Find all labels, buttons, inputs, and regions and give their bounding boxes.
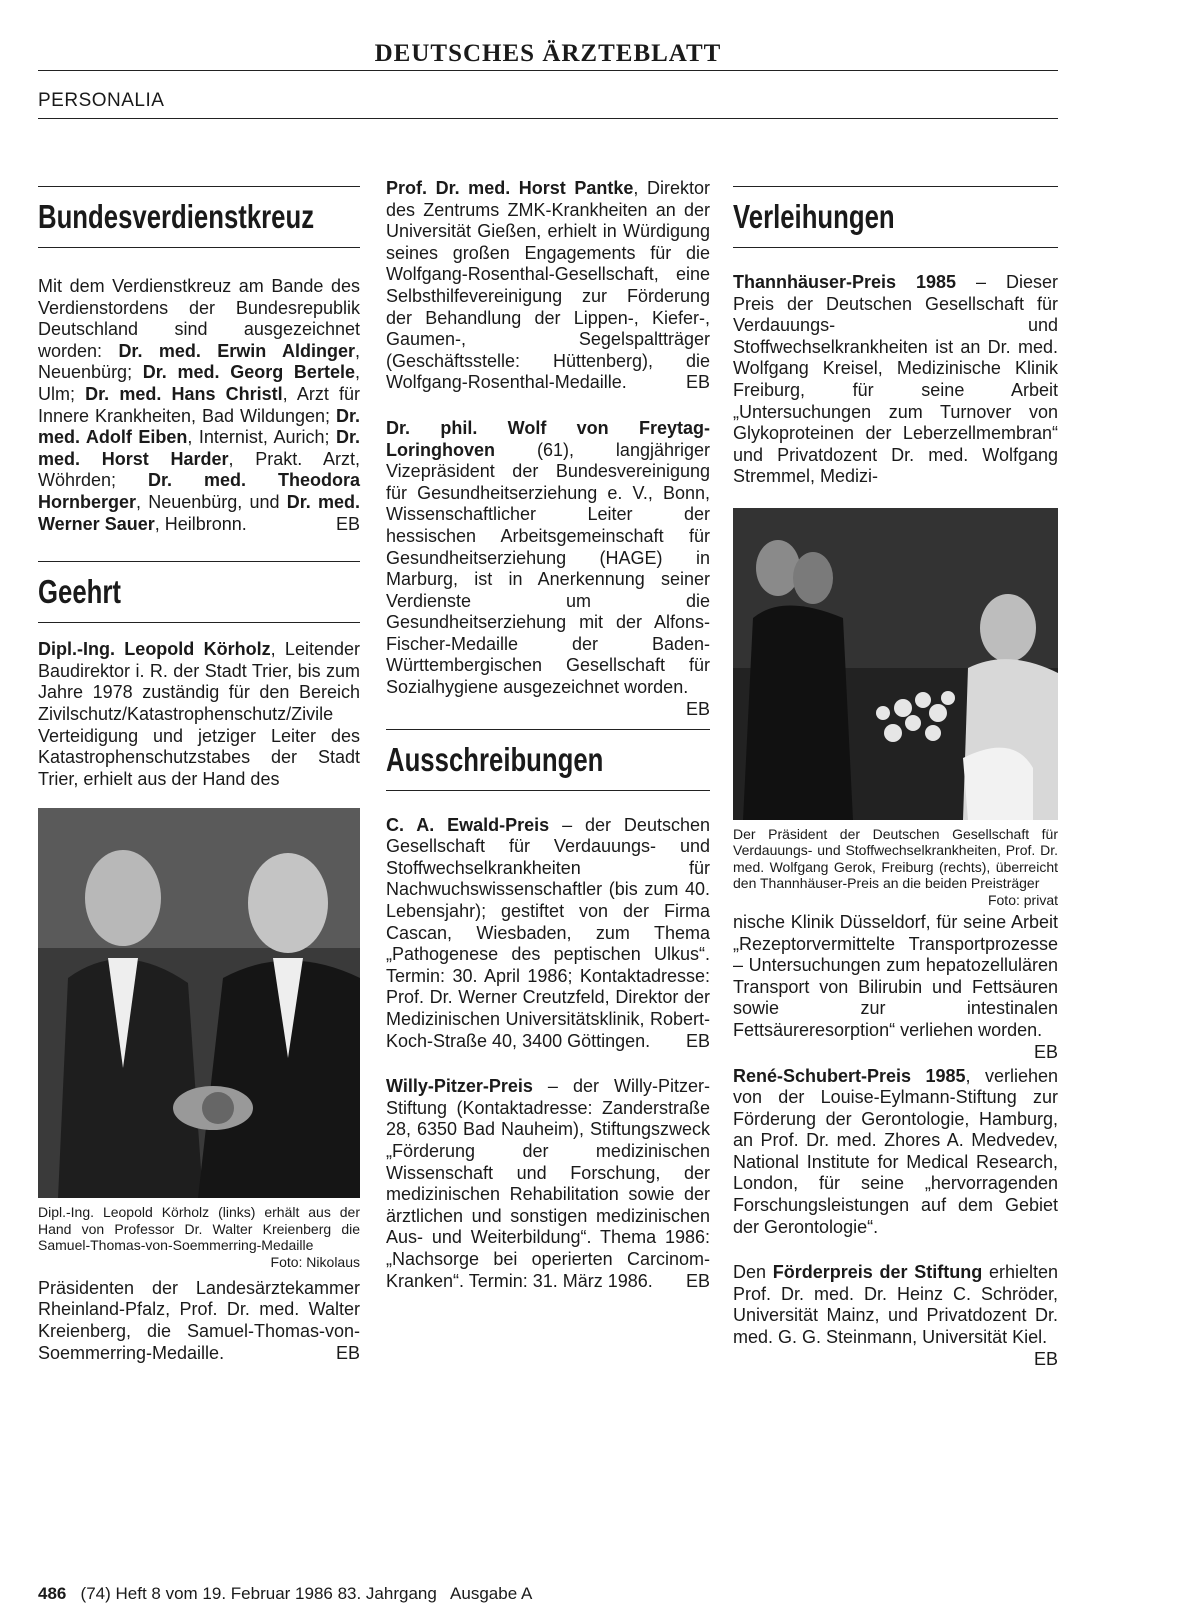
- body-text: Mit dem Verdienstkreuz am Bande des Verdienstordens der Bundesrepublik Deutschland sind ausgezeichnet worden:: [38, 276, 360, 361]
- article-rene-schubert-preis: [733, 1066, 1058, 1239]
- body-text: , Neuenbürg, und: [136, 491, 287, 512]
- body-text: , Arzt für Innere Krankheiten, Bad Wildungen;: [38, 383, 360, 426]
- body-text: , Neuenbürg;: [38, 340, 360, 383]
- caption-text: Der Präsident der Deutschen Gesellschaft für Verdauungs- und Stoffwechselkrankheiten, Prof. Dr. med. Wolfgang Gerok, Freiburg (rechts), überreicht den Thannhäuser-Preis an die beiden Preisträger: [733, 825, 1058, 892]
- body-text: , Leitender Baudirektor i. R. der Stadt Trier, bis zum Jahre 1978 zuständig für den Bereich Zivilschutz/Katastrophenschutz/Zivile Verteidigung und jetziger Leiter des Katastrophenschutzstabes der Stadt Trier, erhielt aus der Hand des: [38, 639, 360, 789]
- body-text: (61), langjähriger Vizepräsident der Bundesvereinigung für Gesundheitserziehung e. V., Bonn, Wissenschaftlicher Leiter der hessischen Arbeitsgemeinschaft für Gesundheitserziehung (HAGE) in Marburg, ist in Anerkennung seiner Verdienste um die Gesundheitserziehung mit der Alfons-Fischer-Medaille der Baden-Württembergischen Gesellschaft für Sozialhygiene ausgezeichnet worden.: [386, 439, 710, 698]
- name-highlight: Dr. med. Horst Harder: [38, 427, 360, 469]
- name-highlight: Dr. med. Theodora Hornberger: [38, 470, 360, 512]
- body-text: erhielten Prof. Dr. med. Dr. Heinz C. Schröder, Universität Mainz, und Privatdozent Dr. med. G. G. Steinmann, Universität Kiel.: [733, 1262, 1058, 1348]
- photo-credit: Foto: Nikolaus: [270, 1253, 360, 1270]
- heading-ausschreibungen: Ausschreibungen: [386, 740, 604, 778]
- name-highlight: Dr. med. Georg Bertele: [142, 362, 355, 383]
- body-text: Präsidenten der Landesärztekammer Rheinland-Pfalz, Prof. Dr. med. Walter Kreienberg, die Samuel-Thomas-von-Soemmerring-Medaille.: [38, 1277, 360, 1363]
- issue-info: (74) Heft 8 vom 19. Februar 1986 83. Jahrgang Ausgabe A: [71, 1584, 533, 1603]
- heading-verleihungen: Verleihungen: [733, 198, 895, 235]
- name-highlight: Prof. Dr. med. Horst Pantke: [386, 178, 634, 198]
- photo-koerholz: [38, 808, 360, 1198]
- name-highlight: Dr. phil. Wolf von Freytag-Loringhoven: [386, 417, 710, 460]
- photo-caption-thannhaeuser: [733, 825, 1058, 908]
- name-highlight: Dr. med. Erwin Aldinger: [118, 340, 355, 361]
- body-text: nische Klinik Düsseldorf, für seine Arbeit „Rezeptorvermittelte Transportprozesse – Untersuchungen zum hepatozellulären Transport von Bilirubin und Fettsäuren sowie zur intestinalen Fettsäureresorption“ verliehen worden.: [733, 911, 1058, 1040]
- masthead-rule: [38, 70, 1058, 71]
- body-text: , Internist, Aurich;: [187, 427, 336, 448]
- page-footer: [38, 1584, 532, 1604]
- page-number: 486: [38, 1584, 67, 1603]
- article-koerholz-cont: [38, 1278, 360, 1364]
- body-text: – der Willy-Pitzer-Stiftung (Kontaktadresse: Zanderstraße 28, 6350 Bad Nauheim), Stiftungszweck „Förderung der medizinischen Wissenschaft und Forschung, der medizinischen Rehabilitation sowie der ärztlichen und sonstigen medizinischen Aus- und Weiterbildung“. Thema 1986: „Nachsorge bei operierten Carcinom-Kranken“. Termin: 31. März 1986.: [386, 1076, 710, 1291]
- author-sign: EB: [685, 372, 710, 393]
- name-highlight: Dr. med. Adolf Eiben: [38, 405, 360, 448]
- article-thannhaeuser-cont: [733, 911, 1058, 1062]
- name-highlight: Dr. med. Werner Sauer: [38, 491, 361, 534]
- section-label: PERSONALIA: [38, 90, 165, 111]
- body-text: Den: [733, 1262, 773, 1283]
- article-koerholz: [38, 639, 360, 790]
- caption-text: Dipl.-Ing. Leopold Körholz (links) erhält aus der Hand von Professor Dr. Walter Kreienberg die Samuel-Thomas-von-Soemmerring-Medaille: [38, 1204, 360, 1254]
- body-text: , Ulm;: [38, 362, 360, 404]
- body-text: – der Deutschen Gesellschaft für Verdauungs- und Stoffwechselkrankheiten für Nachwuchswissenschaftler (bis zum 40. Lebensjahr); gestiftet von der Firma Cascan, Wiesbaden, zum Thema „Pathogenese des peptischen Ulkus“. Termin: 30. April 1986; Kontaktadresse: Prof. Dr. Werner Creutzfeld, Direktor der Medizinischen Universitätsklinik, Robert-Koch-Straße 40, 3400 Göttingen.: [386, 814, 710, 1051]
- heading-geehrt: Geehrt: [38, 573, 121, 611]
- author-sign: EB: [1033, 1348, 1058, 1369]
- author-sign: EB: [335, 513, 360, 534]
- body-text: , Prakt. Arzt, Wöhrden;: [38, 448, 361, 491]
- column-1: [38, 186, 360, 1364]
- article-foerderpreis: [733, 1262, 1058, 1369]
- name-highlight: Willy-Pitzer-Preis: [386, 1076, 533, 1097]
- name-highlight: Dr. med. Hans Christl: [85, 383, 283, 404]
- body-text: , Direktor des Zentrums ZMK-Krankheiten an der Universität Gießen, erhielt in Würdigung seines großen Engagements für die Wolfgang-Rosenthal-Gesellschaft, eine Selbsthilfevereinigung zur Förderung der Behandlung der Lippen-, Kiefer-, Gaumen-, Segelspaltträger (Geschäftsstelle: Hüttenberg), die Wolfgang-Rosenthal-Medaille.: [386, 178, 711, 393]
- body-text: – Dieser Preis der Deutschen Gesellschaft für Verdauungs- und Stoffwechselkrankheiten ist an Dr. med. Wolfgang Kreisel, Medizinische Klinik Freiburg, für seine Arbeit „Untersuchungen zum Turnover von Glykoproteinen der Leberzellmembran“ und Privatdozent Dr. med. Wolfgang Stremmel, Medizi-: [733, 272, 1059, 487]
- article-freytag-loringhoven: [386, 417, 710, 719]
- author-sign: EB: [685, 698, 710, 719]
- author-sign: EB: [685, 1030, 710, 1051]
- author-sign: EB: [335, 1342, 360, 1363]
- photo-credit: Foto: privat: [987, 891, 1058, 908]
- masthead: DEUTSCHES ÄRZTEBLATT: [374, 40, 722, 67]
- author-sign: EB: [1033, 1041, 1058, 1062]
- column-3: [733, 186, 1058, 1370]
- name-highlight: René-Schubert-Preis 1985: [733, 1065, 966, 1086]
- article-thannhaeuser-preis: [733, 272, 1058, 488]
- body-text: , verliehen von der Louise-Eylmann-Stiftung zur Förderung der Gerontologie, Hamburg, an Prof. Dr. med. Zhores A. Medvedev, National Institute for Medical Research, London, für seine „hervorragenden Forschungsleistungen auf dem Gebiet der Gerontologie“.: [733, 1065, 1058, 1237]
- column-2: [386, 178, 710, 1292]
- name-highlight: Dipl.-Ing. Leopold Körholz: [38, 639, 271, 660]
- name-highlight: Thannhäuser-Preis 1985: [733, 272, 957, 292]
- author-sign: EB: [685, 1270, 710, 1291]
- heading-bundesverdienstkreuz: Bundesverdienstkreuz: [38, 198, 315, 235]
- article-ewald-preis: [386, 815, 710, 1053]
- photo-caption-koerholz: [38, 1204, 360, 1270]
- name-highlight: Förderpreis der Stiftung: [772, 1262, 983, 1283]
- section-rule: [38, 118, 1058, 119]
- article-willy-pitzer-preis: [386, 1076, 710, 1292]
- name-highlight: C. A. Ewald-Preis: [386, 814, 550, 835]
- photo-thannhaeuser: [733, 508, 1058, 820]
- body-text: , Heilbronn.: [154, 513, 247, 534]
- article-pantke: [386, 178, 710, 394]
- article-bundesverdienstkreuz: [38, 276, 360, 535]
